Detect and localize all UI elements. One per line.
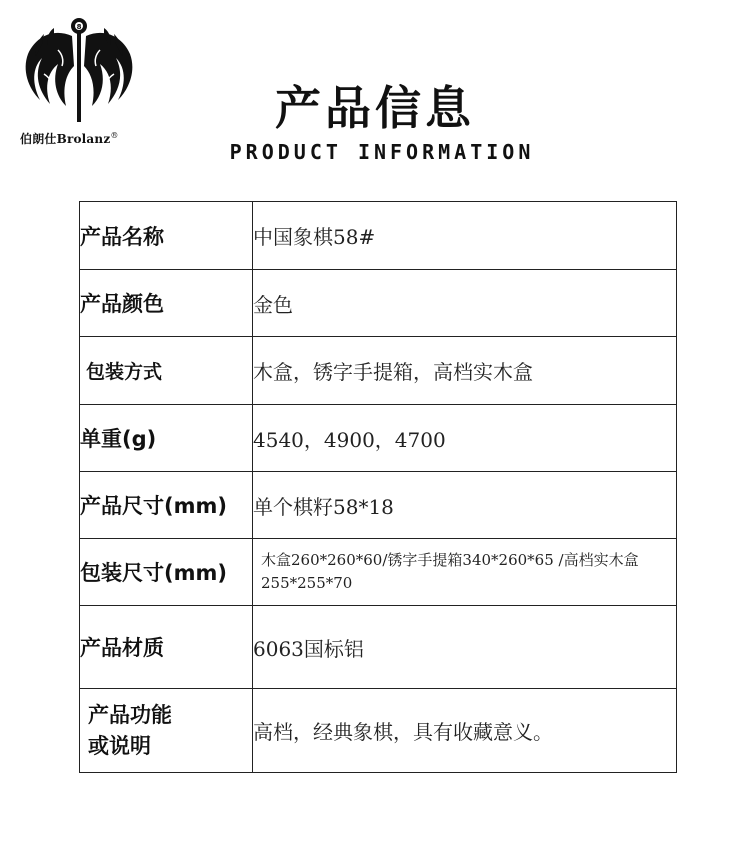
table-row	[80, 606, 677, 689]
row-label	[80, 689, 253, 773]
registered-mark: ®	[110, 131, 119, 140]
row-label: 产品名称	[80, 202, 253, 270]
table-row	[80, 689, 677, 773]
row-label: 产品颜色	[80, 270, 253, 337]
table-row	[80, 472, 677, 539]
svg-text:8: 8	[76, 23, 82, 31]
page-title: 产品信息	[275, 81, 475, 135]
row-label: 单重(g)	[80, 405, 253, 472]
row-value: 金色	[253, 270, 677, 337]
row-label: 产品尺寸(mm)	[80, 472, 253, 539]
row-value: 4540，4900，4700	[253, 405, 677, 472]
table-row	[80, 337, 677, 405]
row-value: 单个棋籽58*18	[253, 472, 677, 539]
row-value: 高档，经典象棋，具有收藏意义。	[253, 689, 677, 773]
row-value: 中国象棋58#	[253, 202, 677, 270]
row-value: 6063国标铝	[253, 606, 677, 689]
page-subtitle: PRODUCT INFORMATION	[229, 140, 535, 164]
row-label-line2: 或说明	[88, 733, 151, 758]
table-row	[80, 270, 677, 337]
table-row	[80, 405, 677, 472]
brand-name-text: 伯朗仕Brolanz	[20, 132, 111, 146]
product-info-table	[79, 201, 677, 773]
row-label-line1: 产品功能	[88, 702, 172, 727]
table-row	[80, 202, 677, 270]
row-value: 木盒260*260*60/锈字手提箱340*260*65 /高档实木盒255*255*70	[253, 539, 677, 606]
table-row	[80, 539, 677, 606]
row-label: 包装尺寸(mm)	[80, 539, 253, 606]
row-label: 产品材质	[80, 606, 253, 689]
row-label: 包装方式	[80, 337, 253, 405]
row-value: 木盒，锈字手提箱，高档实木盒	[253, 337, 677, 405]
